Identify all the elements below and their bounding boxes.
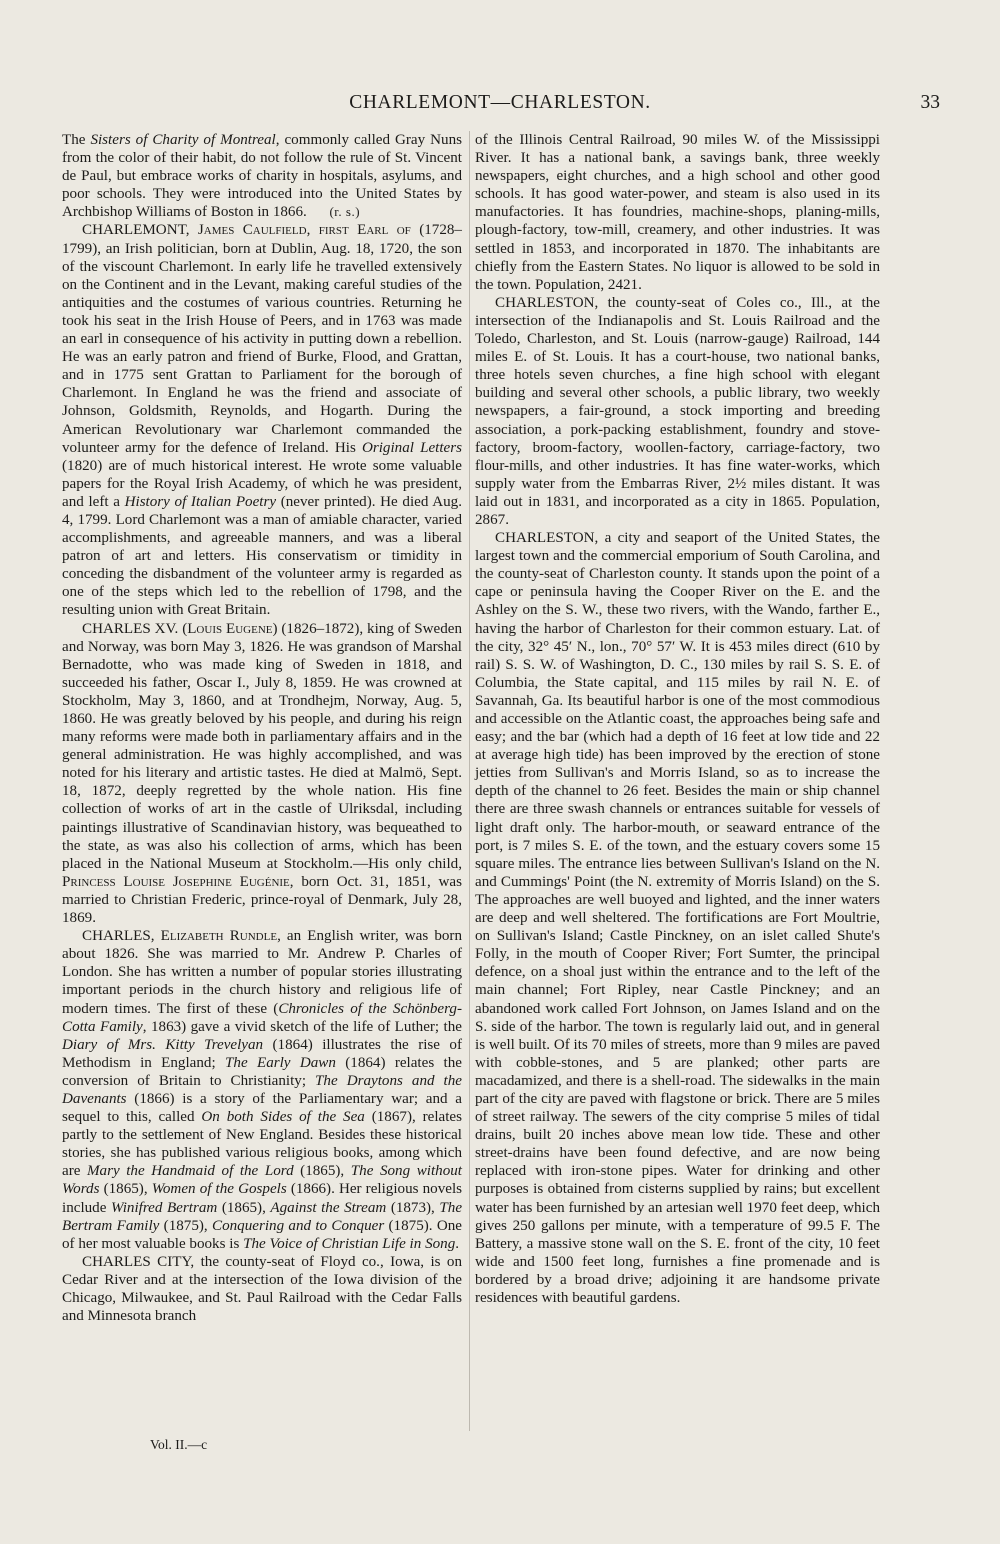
page-number: 33 [920, 92, 940, 113]
title-italic: Sisters of Charity of Montreal [90, 132, 276, 148]
entry-charleston-illinois: CHARLESTON, the county-seat of Coles co., Ill., at the intersection of the Indianapolis and St. Louis Railroad and the Toledo, Charleston, and St. Louis (narrow-gauge) Railroad, 144 miles E. of St. Louis. It has a court-house, two national banks, three hotels seven churches, a fine high school with elegant building and several other schools, a public library, two weekly newspapers, a fair-ground, a stock importing and breeding association, a pork-packing establishment, foundry and stove-factory, broom-factory, woollen-factory, carriage-factory, two flour-mills, and other industries. It has fine water-works, which supply water from the Embarras River, 2½ miles distant. It was laid out in 1831, and incorporated as a city in 1865. Population, 2867. [475, 294, 880, 528]
column-divider [469, 131, 470, 1431]
person-name: (Louis Eugene) [182, 620, 278, 637]
person-name: Elizabeth Rundle [160, 928, 278, 945]
headword: CHARLESTON, [495, 530, 599, 547]
entry-charles-elizabeth: CHARLES, Elizabeth Rundle, an English writer, was born about 1826. She was married to Mr. Andrew P. Charles of London. She has written a number of popular stories illustrating important periods in the church history and religious life of modern times. The first of these (Chronicles of the Schönberg-Cotta Family, 1863) gave a vivid sketch of the life of Luther; the Diary of Mrs. Kitty Trevelyan (1864) illustrates the rise of Methodism in England; The Early Dawn (1864) relates the conversion of Britain to Christianity; The Draytons and the Davenants (1866) is a story of the Parliamentary war; and a sequel to this, called On both Sides of the Sea (1867), relates partly to the settlement of New England. Besides these historical stories, she has published various religious books, among which are Mary the Handmaid of the Lord (1865), The Song without Words (1865), Women of the Gospels (1866). Her religious novels include Winifred Bertram (1865), Against the Stream (1873), The Bertram Family (1875), Conquering and to Conquer (1875). One of her most valuable books is The Voice of Christian Life in Song. [62, 928, 463, 1252]
entry-charles-city-continued: of the Illinois Central Railroad, 90 miles W. of the Mississippi River. It has a national bank, a savings bank, three weekly newspapers, eight churches, and a high school and other good schools. It has good water-power, and steam is also used in its manufactories. It has foundries, machine-shops, planing-mills, plough-factory, tow-mill, creamery, and other industries. It was settled in 1853, and incorporated in 1870. The inhabitants are chiefly from the Eastern States. No liquor is allowed to be sold in the town. Population, 2421. [475, 132, 880, 293]
headword: CHARLES XV. [82, 620, 179, 637]
headword: CHARLEMONT, [82, 222, 190, 239]
headword: CHARLESTON, [495, 294, 599, 311]
page-header [60, 92, 940, 122]
running-head: CHARLEMONT—CHARLESTON. [349, 92, 651, 113]
entry-charles-city: CHARLES CITY, the county-seat of Floyd co., Iowa, is on Cedar River and at the intersection of the Iowa division of the Chicago, Milwaukee, and St. Paul Railroad with the Cedar Falls and Minnesota branch [62, 1253, 462, 1325]
entry-charles-xv: CHARLES XV. (Louis Eugene) (1826–1872), king of Sweden and Norway, was born May 3, 1826. He was grandson of Marshal Bernadotte, who was made king of Sweden in 1818, and succeeded his father, Oscar I., July 8, 1859. He was crowned at Stockholm, May 3, 1860, and at Trondhejm, Norway, Aug. 5, 1860. He was greatly beloved by his people, and during his reign many reforms were made both in parliamentary affairs and in the general administration. He was highly accomplished, and was noted for his literary and artistic tastes. He died at Malmö, Sept. 18, 1872, deeply regretted by the whole nation. His fine collection of works of art in the castle of Ulriksdal, including paintings illustrative of Scandinavian history, was bequeathed to the state, as was also his collection of arms, which has been placed in the National Museum at Stockholm.—His only child, Princess Louise Josephine Eugénie, born Oct. 31, 1851, was married to Christian Frederic, prince-royal of Denmark, July 28, 1869. [62, 620, 462, 927]
entry-charleston-south-carolina: CHARLESTON, a city and seaport of the United States, the largest town and the commercial emporium of South Carolina, and the county-seat of Charleston county. It stands upon the point of a cape or peninsula having the Cooper River on the E. and the Ashley on the S. W., these two rivers, with the Wando, farther E., having the harbor of Charleston for their common estuary. Lat. of the city, 32° 45′ N., lon., 70° 57′ W. It is 453 miles direct (610 by rail) S. S. W. of Washington, D. C., 130 miles by rail S. S. E. of Columbia, the State capital, and 115 miles by rail N. E. of Savannah, Ga. Its beautiful harbor is one of the most commodious and accessible on the Atlantic coast, the approaches being safe and easy; and the bar (which had a depth of 16 feet at low tide and 22 at average high tide) has been improved by the erection of stone jetties from Sullivan's and Morris Island, so as to increase the depth of the channel to 26 feet. Besides the main or ship channel there are three swash channels or entrances suitable for vessels of light draft only. The harbor-mouth, or seaward entrance of the port, is 7 miles S. E. of the town, and the estuary covers some 15 square miles. The entrance lies between Sullivan's Island on the N. and Cummings' Point (the N. extremity of Morris Island) on the S. The approaches are well buoyed and lighted, and the inner waters are deep and well sheltered. The fortifications are Fort Moultrie, on Sullivan's Island; Castle Pinckney, on an islet called Shute's Folly, in the mouth of Cooper River; Fort Sumter, the principal defence, on a shoal just within the entrance and to the left of the main channel; Fort Ripley, near Castle Pinckney; and an abandoned work called Fort Johnson, on James Island and on the S. side of the harbor. The town is regularly laid out, and in general is well built. Of its 70 miles of streets, more than 9 miles are paved with cobble-stones, and 5 are planked; other parts are macadamized, and there is a shell-road. The sidewalks in the main part of the city are paved with flagstone or brick. There are 5 miles of street railway. The sewers of the city comprise 5 miles of tidal drains, built 20 inches above mean low tide. These and other street-drains have been found defective, and are now being replaced with iron-stone pipes. Water for drinking and other purposes is obtained from cisterns supplied by rains; but excellent water has been furnished by an artesian well 1970 feet deep, which gives 250 gallons per minute, with a temperature of 99.5 F. The Battery, a massive stone wall on the S. E. front of the city, 10 feet wide and 1500 feet long, furnishes a fine promenade and is bordered by a broad drive; adjoining it are handsome private residences with beautiful gardens. [475, 530, 880, 1306]
right-column [475, 131, 880, 1307]
entry-charlemont: CHARLEMONT, James Caulfield, first Earl of (1728–1799), an Irish politician, born at Dublin, Aug. 18, 1720, the son of the viscount Charlemont. In early life he travelled extensively on the Continent and in the Levant, making careful studies of the antiquities and the costumes of various countries. Returning he took his seat in the Irish House of Peers, and in 1763 was made an earl in consequence of his activity in putting down a rebellion. He was an early patron and friend of Burke, Flood, and Grattan, and in 1775 sent Grattan to Parliament for the borough of Charlemont. In England he was the friend and associate of Johnson, Goldsmith, Reynolds, and Hogarth. During the American Revolutionary war Charlemont commanded the volunteer army for the defence of Ireland. His Original Letters (1820) are of much historical interest. He wrote some valuable papers for the Royal Irish Academy, of which he was president, and left a History of Italian Poetry (never printed). He died Aug. 4, 1799. Lord Charlemont was a man of amiable character, varied accomplishments, and agreeable manners, and was a liberal patron of art and letters. His conservatism or timidity in conceding the disbandment of the volunteer army is regarded as one of the steps which led to the rebellion of 1798, and the resulting union with Great Britain. [62, 222, 462, 619]
author-initials: (r. s.) [329, 204, 361, 220]
headword: CHARLES, [82, 928, 155, 945]
headword: CHARLES CITY, [82, 1253, 195, 1270]
signature-mark: Vol. II.—c [150, 1437, 208, 1452]
person-name: James Caulfield, first Earl of [197, 222, 411, 239]
left-column [62, 131, 462, 1325]
entry-sisters-of-charity: The Sisters of Charity of Montreal, commonly called Gray Nuns from the color of their habit, do not follow the rule of St. Vincent de Paul, but embrace works of charity in hospitals, asylums, and poor schools. They were introduced into the United States by Archbishop Williams of Boston in 1866. (r. s.) [62, 132, 462, 221]
